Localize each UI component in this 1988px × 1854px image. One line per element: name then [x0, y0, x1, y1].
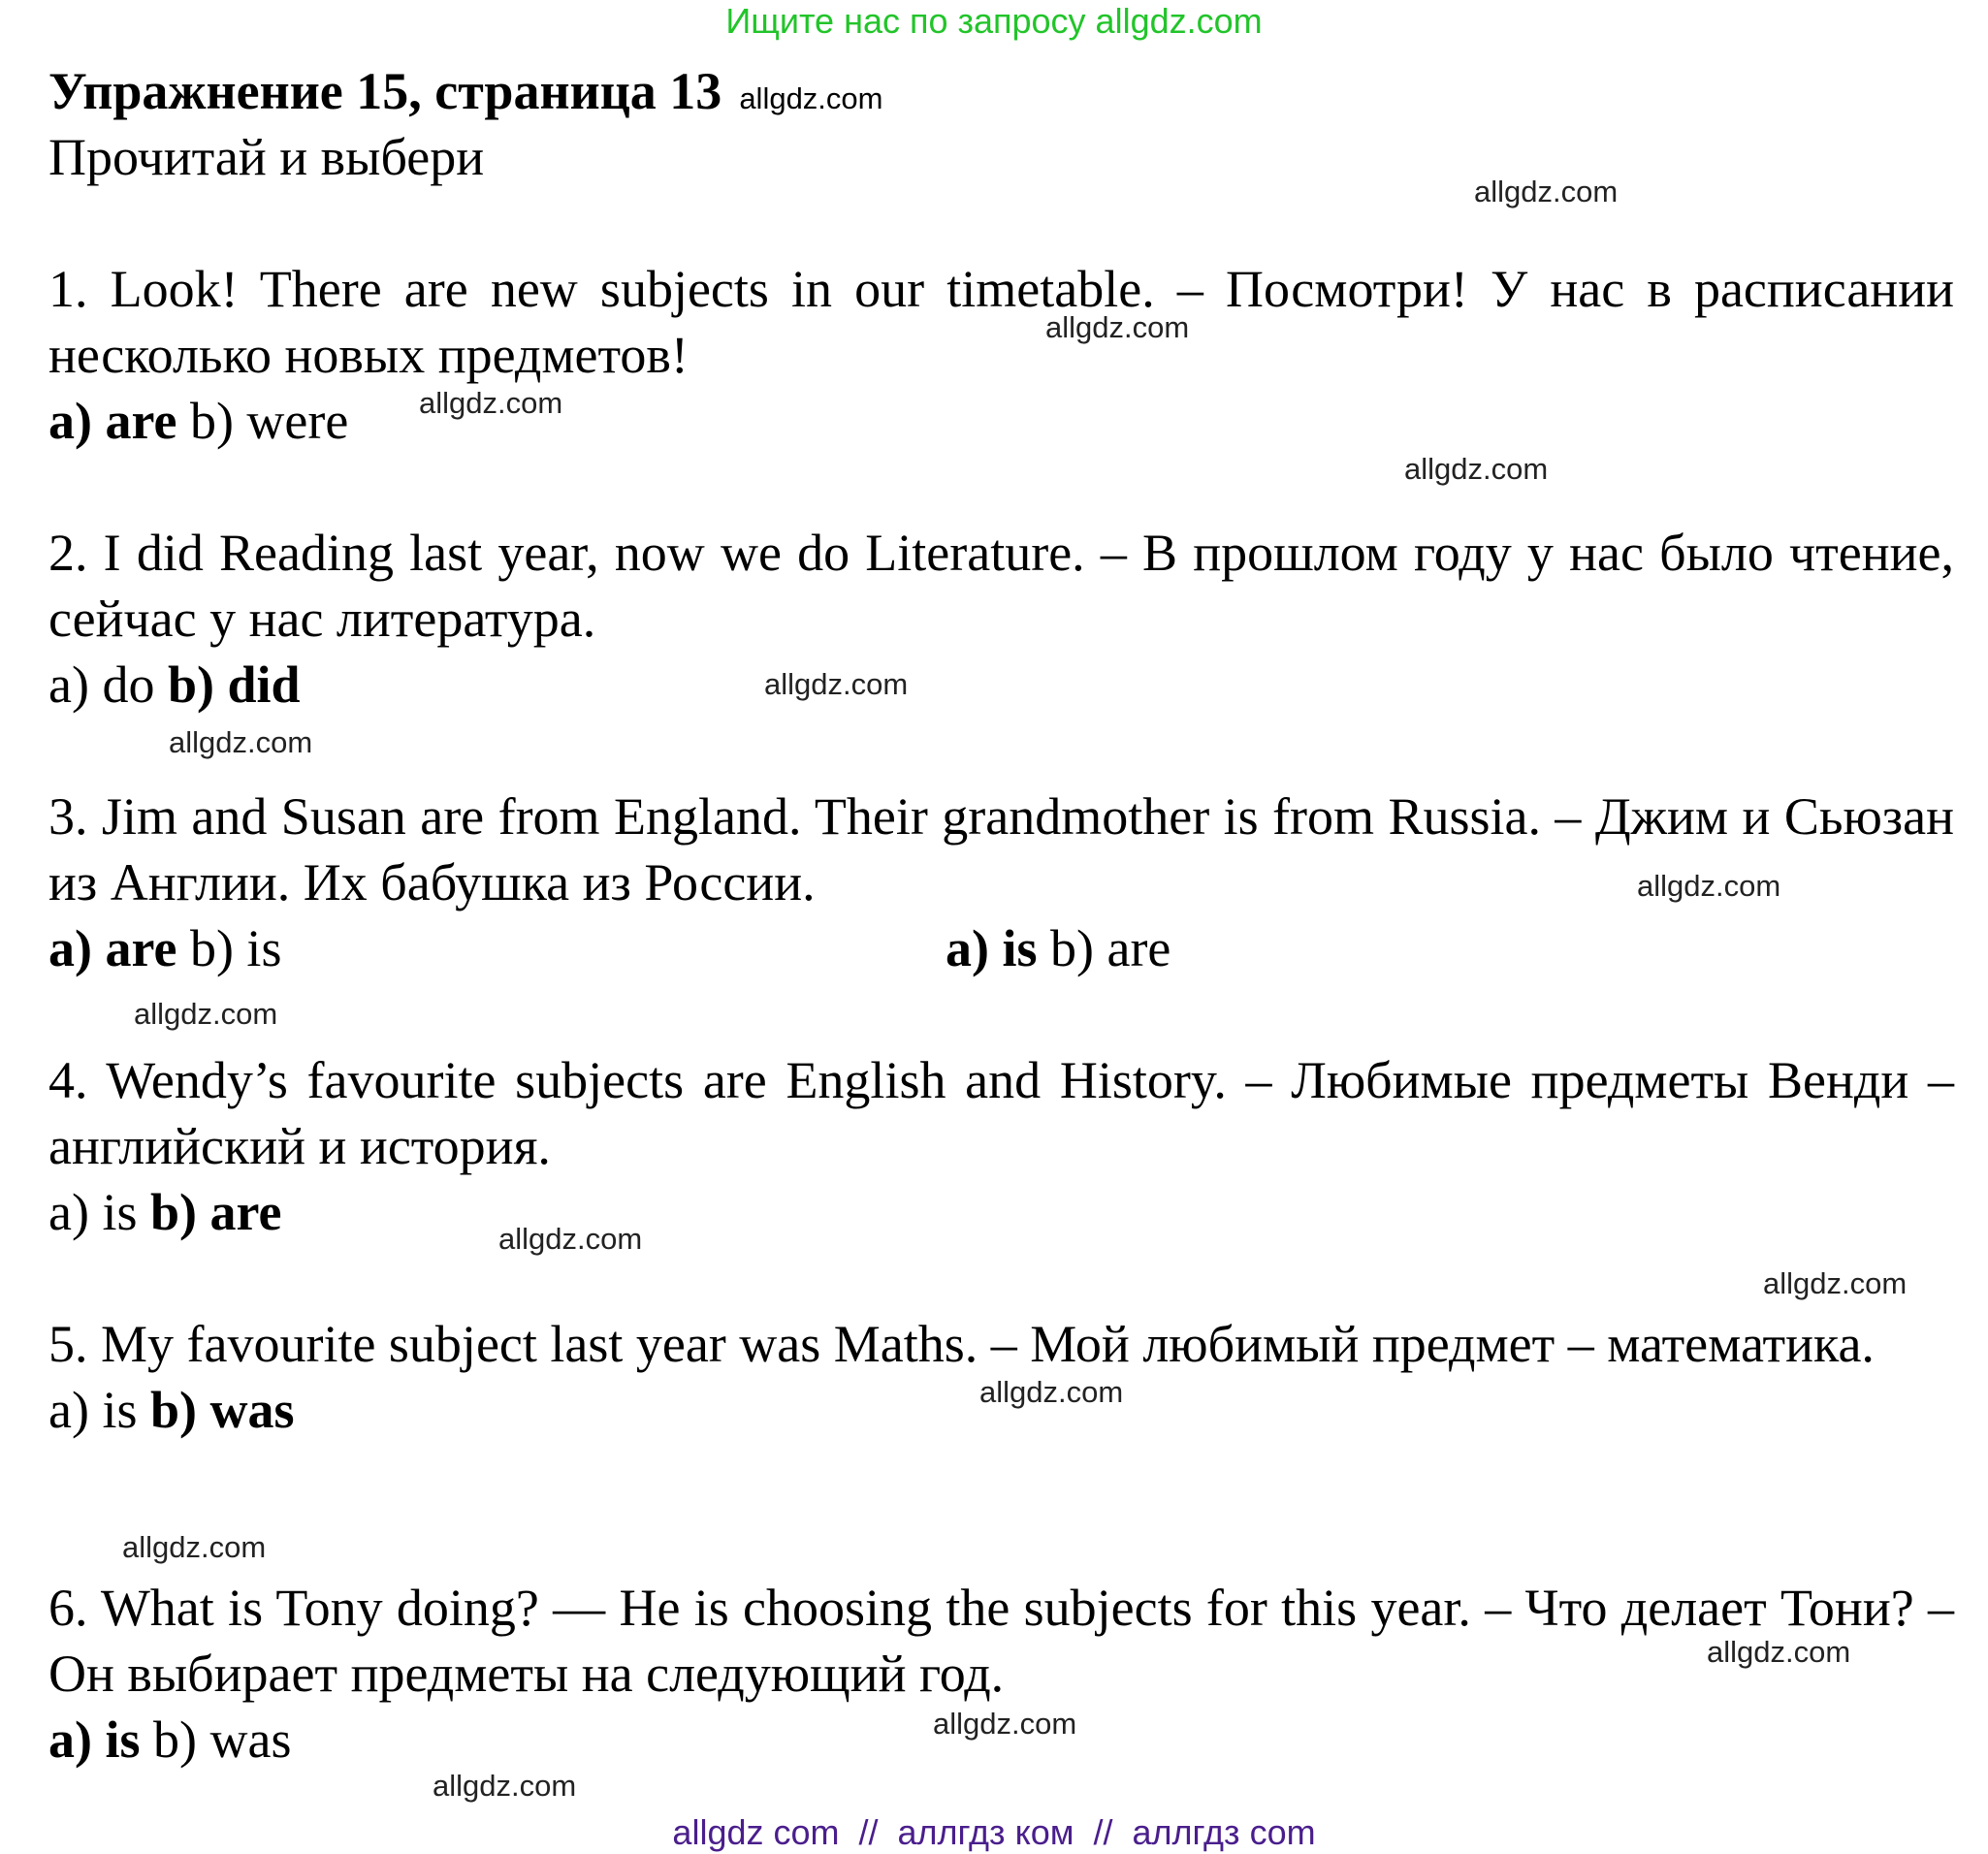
answer-options — [48, 1179, 1954, 1245]
answer-options — [48, 652, 1954, 718]
question-text: 1. Look! There are new subjects in our timetable. – Посмотри! У нас в расписании несколько новых предметов! — [48, 260, 1954, 384]
answer-options — [48, 388, 1954, 454]
title-text: Упражнение 15, страница 13 — [48, 62, 722, 120]
option-a: a) is — [946, 919, 1038, 977]
watermark: allgdz.com — [1045, 310, 1190, 344]
option-a: a) do — [48, 655, 155, 714]
exercise-item-2 — [48, 520, 1954, 718]
page-title — [48, 58, 883, 132]
option-b: b) were — [189, 392, 349, 450]
option-a: a) is — [48, 1381, 138, 1439]
option-a: a) is — [48, 1183, 138, 1241]
watermark: allgdz.com — [122, 1530, 267, 1564]
watermark: allgdz.com — [498, 1222, 643, 1256]
exercise-item-1 — [48, 256, 1954, 454]
watermark: allgdz.com — [433, 1769, 577, 1803]
option-b: b) are — [149, 1183, 282, 1241]
option-b: b) was — [149, 1381, 295, 1439]
option-b: b) is — [189, 919, 282, 977]
question-text: 2. I did Reading last year, now we do Literature. – В прошлом году у нас было чтение, сейчас у нас литература. — [48, 524, 1954, 648]
watermark: allgdz.com — [1404, 452, 1549, 486]
option-a: a) are — [48, 392, 177, 450]
watermark: allgdz.com — [933, 1707, 1077, 1741]
watermark: allgdz.com — [1474, 175, 1619, 208]
option-b: b) are — [1050, 919, 1171, 977]
watermark: allgdz.com — [764, 667, 909, 701]
question-text: 5. My favourite subject last year was Maths. – Мой любимый предмет – математика. — [48, 1315, 1875, 1373]
exercise-item-4 — [48, 1047, 1954, 1245]
answer-options-second — [946, 915, 1170, 981]
question-text: 6. What is Tony doing? — He is choosing the subjects for this year. – Что делает Тони? – Он выбирает предметы на следующий год. — [48, 1579, 1954, 1703]
watermark: allgdz.com — [169, 725, 313, 759]
option-a: a) is — [48, 1710, 141, 1769]
watermark: allgdz.com — [134, 997, 278, 1031]
top-banner: Ищите нас по запросу allgdz.com — [725, 1, 1263, 41]
option-b: b) was — [153, 1710, 292, 1769]
option-b: b) did — [167, 655, 301, 714]
watermark: allgdz.com — [1763, 1266, 1908, 1300]
watermark: allgdz.com — [1637, 869, 1781, 903]
question-text: 4. Wendy’s favourite subjects are English and History. – Любимые предметы Венди – английский и история. — [48, 1051, 1954, 1175]
watermark: allgdz.com — [1707, 1635, 1851, 1669]
exercise-item-6 — [48, 1575, 1954, 1773]
watermark: allgdz.com — [979, 1375, 1124, 1409]
footer-links: allgdz com // аллгдз ком // аллгдз com — [672, 1812, 1316, 1852]
exercise-instruction: Прочитай и выбери — [48, 128, 485, 186]
question-text: 3. Jim and Susan are from England. Their grandmother is from Russia. – Джим и Сьюзан из Англии. Их бабушка из России. — [48, 787, 1954, 911]
watermark: allgdz.com — [419, 386, 563, 420]
watermark: allgdz.com — [739, 81, 883, 115]
option-a: a) are — [48, 919, 177, 977]
answer-options — [48, 915, 1954, 981]
